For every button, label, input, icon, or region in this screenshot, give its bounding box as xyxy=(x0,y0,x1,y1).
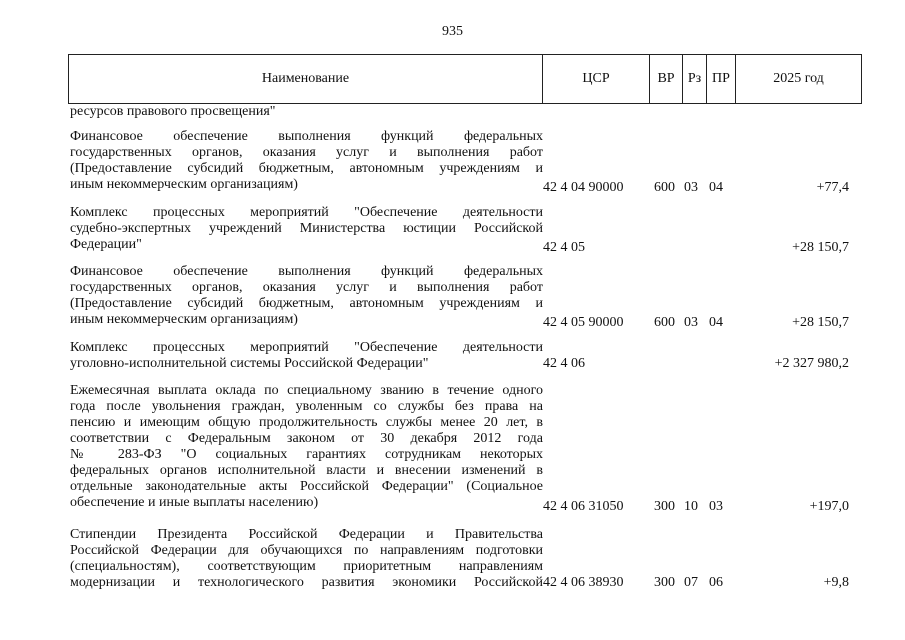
row-text-line: модернизации и технологического развития экономики Российской xyxy=(70,575,543,590)
header-csr: ЦСР xyxy=(543,55,650,103)
row-pr: 06 xyxy=(709,575,723,590)
row-text-line: Комплекс процессных мероприятий "Обеспечение деятельности xyxy=(70,205,543,220)
row-csr: 42 4 06 xyxy=(543,356,585,371)
row-vr: 300 xyxy=(654,575,675,590)
row-text-line: года после увольнения граждан, уволенным со службы без права на xyxy=(70,399,543,414)
row-amount: +9,8 xyxy=(823,575,849,590)
row-text-line: Финансовое обеспечение выполнения функций федеральных xyxy=(70,129,543,144)
row-amount: +77,4 xyxy=(816,180,849,195)
row-rz: 07 xyxy=(684,575,698,590)
row-text-line: отдельные законодательные акты Российской Федерации" (Социальное xyxy=(70,479,543,494)
row-csr: 42 4 04 90000 xyxy=(543,180,624,195)
header-year: 2025 год xyxy=(773,71,824,86)
row-text-line: обеспечение и иные выплаты населению) xyxy=(70,495,319,510)
header-pr: ПР xyxy=(707,55,736,103)
table-header xyxy=(68,54,862,104)
row-text-line: Стипендии Президента Российской Федерации и Правительства xyxy=(70,527,543,542)
header-rz: Рз xyxy=(683,55,707,103)
row-rz: 10 xyxy=(684,499,698,514)
row-amount: +28 150,7 xyxy=(792,240,849,255)
row-csr: 42 4 05 xyxy=(543,240,585,255)
row-csr: 42 4 05 90000 xyxy=(543,315,624,330)
row-text-line: ресурсов правового просвещения" xyxy=(70,104,276,119)
row-text-line: уголовно-исполнительной системы Российской Федерации" xyxy=(70,356,429,371)
row-amount: +28 150,7 xyxy=(792,315,849,330)
row-text-line: пенсию и имеющим общую продолжительность службы менее 20 лет, в xyxy=(70,415,543,430)
row-rz: 03 xyxy=(684,180,698,195)
row-text-line: соответствии с Федеральным законом от 30 декабря 2012 года xyxy=(70,431,543,446)
row-text-line: государственных органов, оказания услуг и выполнения работ xyxy=(70,145,543,160)
row-pr: 04 xyxy=(709,315,723,330)
row-vr: 600 xyxy=(654,180,675,195)
row-text-line: (Предоставление субсидий бюджетным, автономным учреждениям и xyxy=(70,161,543,176)
row-text-line: государственных органов, оказания услуг и выполнения работ xyxy=(70,280,543,295)
row-pr: 03 xyxy=(709,499,723,514)
row-csr: 42 4 06 38930 xyxy=(543,575,624,590)
row-csr: 42 4 06 31050 xyxy=(543,499,624,514)
row-text-line: иным некоммерческим организациям) xyxy=(70,312,298,327)
row-text-line: Федерации" xyxy=(70,237,142,252)
row-text-line: Финансовое обеспечение выполнения функций федеральных xyxy=(70,264,543,279)
page-number: 935 xyxy=(442,24,463,39)
row-text-line: судебно-экспертных учреждений Министерства юстиции Российской xyxy=(70,221,543,236)
row-text-line: № 283-ФЗ "О социальных гарантиях сотрудникам некоторых xyxy=(70,447,543,462)
header-vr: ВР xyxy=(650,55,683,103)
row-vr: 300 xyxy=(654,499,675,514)
row-text-line: Ежемесячная выплата оклада по специальному званию в течение одного xyxy=(70,383,543,398)
row-rz: 03 xyxy=(684,315,698,330)
row-text-line: (Предоставление субсидий бюджетным, автономным учреждениям и xyxy=(70,296,543,311)
row-pr: 04 xyxy=(709,180,723,195)
row-vr: 600 xyxy=(654,315,675,330)
row-text-line: (специальностям), соответствующим приоритетным направлениям xyxy=(70,559,543,574)
header-name: Наименование xyxy=(69,55,543,103)
row-text-line: иным некоммерческим организациям) xyxy=(70,177,298,192)
row-amount: +197,0 xyxy=(809,499,849,514)
row-text-line: Комплекс процессных мероприятий "Обеспечение деятельности xyxy=(70,340,543,355)
row-text-line: Российской Федерации для обучающихся по направлениям подготовки xyxy=(70,543,543,558)
row-amount: +2 327 980,2 xyxy=(774,356,849,371)
row-text-line: федеральных органов исполнительной власти и внесении изменений в xyxy=(70,463,543,478)
